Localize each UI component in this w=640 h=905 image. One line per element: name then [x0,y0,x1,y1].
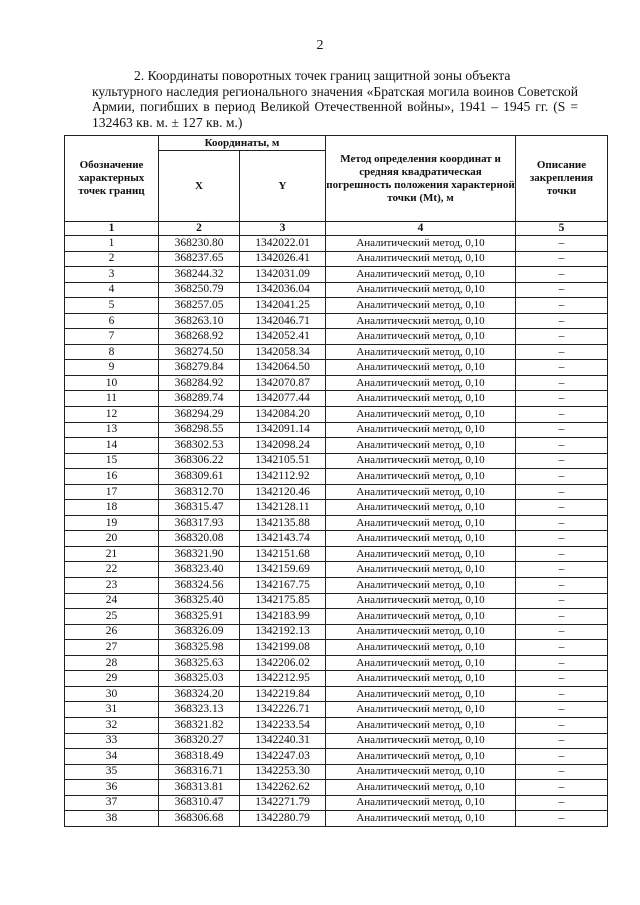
heading-line-2: культурного наследия регионального значения «Братская могила воинов Советской Армии, погибших в период Великой Отечественной войны», 1941 – 1945 гг. (S = 132463 кв. м. ± 127 кв. м.) [92,83,578,130]
cell-point-number: 34 [65,749,159,765]
cell-x: 368324.20 [159,686,240,702]
heading-line-1: 2. Координаты поворотных точек границ защитной зоны объекта [134,68,511,83]
cell-description: – [516,609,608,625]
cell-point-number: 26 [65,624,159,640]
cell-y: 1342167.75 [240,578,326,594]
cell-method: Аналитический метод, 0,10 [326,391,516,407]
cell-method: Аналитический метод, 0,10 [326,671,516,687]
cell-y: 1342280.79 [240,811,326,827]
cell-x: 368326.09 [159,624,240,640]
cell-description: – [516,360,608,376]
cell-point-number: 16 [65,469,159,485]
cell-description: – [516,686,608,702]
cell-method: Аналитический метод, 0,10 [326,717,516,733]
cell-y: 1342070.87 [240,375,326,391]
cell-point-number: 25 [65,609,159,625]
table-row [65,562,608,578]
table-row [65,407,608,423]
cell-x: 368320.27 [159,733,240,749]
column-number: 3 [240,222,326,236]
cell-description: – [516,531,608,547]
cell-y: 1342058.34 [240,344,326,360]
column-number: 5 [516,222,608,236]
cell-y: 1342052.41 [240,329,326,345]
cell-y: 1342183.99 [240,609,326,625]
cell-point-number: 3 [65,267,159,283]
cell-point-number: 32 [65,717,159,733]
cell-method: Аналитический метод, 0,10 [326,562,516,578]
table-row [65,391,608,407]
cell-point-number: 4 [65,282,159,298]
table-row [65,811,608,827]
cell-method: Аналитический метод, 0,10 [326,578,516,594]
cell-x: 368306.68 [159,811,240,827]
section-heading [92,68,578,130]
cell-description: – [516,236,608,252]
cell-y: 1342206.02 [240,655,326,671]
cell-method: Аналитический метод, 0,10 [326,375,516,391]
cell-method: Аналитический метод, 0,10 [326,531,516,547]
cell-x: 368312.70 [159,484,240,500]
cell-method: Аналитический метод, 0,10 [326,640,516,656]
cell-point-number: 15 [65,453,159,469]
cell-method: Аналитический метод, 0,10 [326,764,516,780]
cell-y: 1342219.84 [240,686,326,702]
header-coordinates: Координаты, м [159,136,326,151]
cell-y: 1342135.88 [240,515,326,531]
table-row [65,282,608,298]
cell-point-number: 13 [65,422,159,438]
cell-point-number: 6 [65,313,159,329]
cell-description: – [516,500,608,516]
table-row [65,578,608,594]
cell-method: Аналитический метод, 0,10 [326,609,516,625]
cell-method: Аналитический метод, 0,10 [326,749,516,765]
cell-point-number: 19 [65,515,159,531]
cell-x: 368315.47 [159,500,240,516]
cell-point-number: 2 [65,251,159,267]
cell-point-number: 23 [65,578,159,594]
table-row [65,531,608,547]
cell-point-number: 8 [65,344,159,360]
cell-description: – [516,438,608,454]
cell-y: 1342026.41 [240,251,326,267]
cell-method: Аналитический метод, 0,10 [326,344,516,360]
cell-description: – [516,795,608,811]
cell-y: 1342143.74 [240,531,326,547]
cell-x: 368309.61 [159,469,240,485]
cell-y: 1342084.20 [240,407,326,423]
header-method: Метод определения координат и средняя квадратическая погрешность положения характерной точки (Mt), м [326,136,516,222]
cell-method: Аналитический метод, 0,10 [326,811,516,827]
cell-y: 1342105.51 [240,453,326,469]
cell-method: Аналитический метод, 0,10 [326,407,516,423]
cell-point-number: 27 [65,640,159,656]
cell-description: – [516,375,608,391]
header-y: Y [240,151,326,222]
cell-y: 1342112.92 [240,469,326,485]
cell-point-number: 36 [65,780,159,796]
table-row [65,795,608,811]
cell-point-number: 7 [65,329,159,345]
cell-description: – [516,469,608,485]
cell-point-number: 11 [65,391,159,407]
cell-y: 1342199.08 [240,640,326,656]
cell-x: 368325.03 [159,671,240,687]
cell-method: Аналитический метод, 0,10 [326,624,516,640]
table-row [65,298,608,314]
table-row [65,375,608,391]
cell-x: 368317.93 [159,515,240,531]
cell-x: 368313.81 [159,780,240,796]
table-row [65,500,608,516]
cell-description: – [516,640,608,656]
cell-point-number: 18 [65,500,159,516]
cell-y: 1342022.01 [240,236,326,252]
header-point-designation: Обозначение характерных точек границ [65,136,159,222]
cell-y: 1342046.71 [240,313,326,329]
cell-point-number: 30 [65,686,159,702]
cell-description: – [516,546,608,562]
cell-description: – [516,764,608,780]
column-number: 1 [65,222,159,236]
cell-y: 1342226.71 [240,702,326,718]
cell-point-number: 29 [65,671,159,687]
cell-y: 1342041.25 [240,298,326,314]
cell-y: 1342212.95 [240,671,326,687]
table-row [65,686,608,702]
cell-point-number: 17 [65,484,159,500]
cell-description: – [516,749,608,765]
cell-method: Аналитический метод, 0,10 [326,702,516,718]
table-row [65,640,608,656]
cell-method: Аналитический метод, 0,10 [326,298,516,314]
cell-x: 368320.08 [159,531,240,547]
cell-description: – [516,671,608,687]
cell-method: Аналитический метод, 0,10 [326,593,516,609]
table-row [65,360,608,376]
table-row [65,515,608,531]
cell-method: Аналитический метод, 0,10 [326,795,516,811]
table-row [65,469,608,485]
cell-y: 1342031.09 [240,267,326,283]
cell-point-number: 37 [65,795,159,811]
cell-description: – [516,407,608,423]
cell-description: – [516,515,608,531]
cell-x: 368244.32 [159,267,240,283]
cell-point-number: 22 [65,562,159,578]
cell-y: 1342233.54 [240,717,326,733]
cell-description: – [516,624,608,640]
cell-description: – [516,484,608,500]
cell-x: 368325.91 [159,609,240,625]
cell-description: – [516,422,608,438]
cell-point-number: 24 [65,593,159,609]
table-row [65,251,608,267]
cell-description: – [516,391,608,407]
cell-description: – [516,267,608,283]
cell-description: – [516,780,608,796]
cell-y: 1342262.62 [240,780,326,796]
table-row [65,344,608,360]
cell-y: 1342192.13 [240,624,326,640]
table-row [65,546,608,562]
cell-method: Аналитический метод, 0,10 [326,686,516,702]
cell-x: 368274.50 [159,344,240,360]
cell-x: 368294.29 [159,407,240,423]
table-row [65,438,608,454]
cell-y: 1342064.50 [240,360,326,376]
cell-method: Аналитический метод, 0,10 [326,733,516,749]
table-row [65,749,608,765]
cell-x: 368250.79 [159,282,240,298]
cell-x: 368321.90 [159,546,240,562]
cell-point-number: 14 [65,438,159,454]
cell-x: 368257.05 [159,298,240,314]
coordinates-table [64,135,608,827]
cell-method: Аналитический метод, 0,10 [326,515,516,531]
cell-point-number: 35 [65,764,159,780]
cell-y: 1342077.44 [240,391,326,407]
cell-x: 368323.40 [159,562,240,578]
cell-description: – [516,593,608,609]
cell-x: 368302.53 [159,438,240,454]
cell-x: 368268.92 [159,329,240,345]
cell-point-number: 38 [65,811,159,827]
table-row [65,609,608,625]
table-row [65,655,608,671]
cell-x: 368263.10 [159,313,240,329]
cell-description: – [516,282,608,298]
table-row [65,593,608,609]
cell-description: – [516,313,608,329]
cell-point-number: 28 [65,655,159,671]
table-row [65,453,608,469]
cell-x: 368289.74 [159,391,240,407]
cell-x: 368279.84 [159,360,240,376]
cell-description: – [516,251,608,267]
cell-method: Аналитический метод, 0,10 [326,438,516,454]
cell-x: 368310.47 [159,795,240,811]
cell-method: Аналитический метод, 0,10 [326,780,516,796]
cell-point-number: 12 [65,407,159,423]
table-row [65,733,608,749]
cell-y: 1342151.68 [240,546,326,562]
cell-method: Аналитический метод, 0,10 [326,469,516,485]
cell-x: 368237.65 [159,251,240,267]
cell-method: Аналитический метод, 0,10 [326,655,516,671]
header-description: Описание закрепления точки [516,136,608,222]
cell-method: Аналитический метод, 0,10 [326,422,516,438]
table-row [65,780,608,796]
column-number: 2 [159,222,240,236]
cell-x: 368318.49 [159,749,240,765]
table-row [65,671,608,687]
cell-method: Аналитический метод, 0,10 [326,500,516,516]
cell-y: 1342175.85 [240,593,326,609]
table-row [65,267,608,283]
cell-point-number: 21 [65,546,159,562]
cell-description: – [516,344,608,360]
cell-description: – [516,702,608,718]
cell-description: – [516,811,608,827]
cell-x: 368325.63 [159,655,240,671]
cell-x: 368325.40 [159,593,240,609]
cell-method: Аналитический метод, 0,10 [326,251,516,267]
table-row [65,236,608,252]
cell-method: Аналитический метод, 0,10 [326,360,516,376]
table-row [65,484,608,500]
cell-x: 368325.98 [159,640,240,656]
cell-y: 1342120.46 [240,484,326,500]
cell-point-number: 9 [65,360,159,376]
cell-point-number: 1 [65,236,159,252]
cell-y: 1342128.11 [240,500,326,516]
cell-method: Аналитический метод, 0,10 [326,329,516,345]
table-row [65,329,608,345]
cell-x: 368284.92 [159,375,240,391]
page-number: 2 [316,38,324,53]
table-row [65,624,608,640]
cell-point-number: 31 [65,702,159,718]
cell-y: 1342159.69 [240,562,326,578]
table-row [65,764,608,780]
cell-method: Аналитический метод, 0,10 [326,313,516,329]
cell-x: 368306.22 [159,453,240,469]
cell-description: – [516,655,608,671]
cell-y: 1342036.04 [240,282,326,298]
cell-method: Аналитический метод, 0,10 [326,484,516,500]
table-row [65,717,608,733]
cell-description: – [516,733,608,749]
table-row [65,313,608,329]
table-row [65,422,608,438]
cell-method: Аналитический метод, 0,10 [326,453,516,469]
table-row [65,702,608,718]
cell-description: – [516,578,608,594]
cell-x: 368316.71 [159,764,240,780]
cell-description: – [516,717,608,733]
cell-y: 1342247.03 [240,749,326,765]
cell-method: Аналитический метод, 0,10 [326,282,516,298]
cell-description: – [516,453,608,469]
cell-method: Аналитический метод, 0,10 [326,267,516,283]
cell-point-number: 10 [65,375,159,391]
cell-point-number: 20 [65,531,159,547]
cell-point-number: 5 [65,298,159,314]
cell-x: 368298.55 [159,422,240,438]
cell-point-number: 33 [65,733,159,749]
cell-description: – [516,562,608,578]
cell-description: – [516,298,608,314]
cell-x: 368324.56 [159,578,240,594]
cell-y: 1342240.31 [240,733,326,749]
cell-y: 1342098.24 [240,438,326,454]
header-x: X [159,151,240,222]
cell-x: 368321.82 [159,717,240,733]
cell-method: Аналитический метод, 0,10 [326,546,516,562]
cell-description: – [516,329,608,345]
cell-x: 368323.13 [159,702,240,718]
cell-x: 368230.80 [159,236,240,252]
cell-y: 1342253.30 [240,764,326,780]
cell-y: 1342091.14 [240,422,326,438]
column-number: 4 [326,222,516,236]
cell-y: 1342271.79 [240,795,326,811]
cell-method: Аналитический метод, 0,10 [326,236,516,252]
